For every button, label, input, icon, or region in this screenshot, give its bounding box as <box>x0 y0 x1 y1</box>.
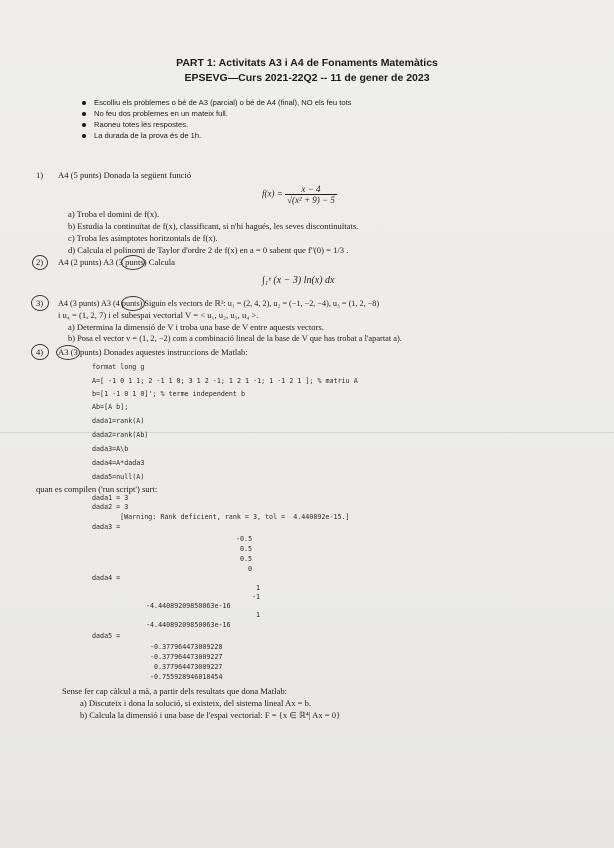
integral-expression: ∫₁ᵉ (x − 3) ln(x) dx <box>262 275 335 286</box>
matlab-output-line: dada4 = <box>92 574 121 582</box>
dada4-value: -4.44089209850063e-16 <box>146 621 231 629</box>
matlab-output-line: dada3 = <box>92 523 121 531</box>
instruction-item: La durada de la prova és de 1h. <box>82 131 201 140</box>
closing-instruction: Sense fer cap càlcul a mà, a partir dels resultats que dona Matlab: <box>62 686 288 696</box>
dada5-value: 0.377964473009227 <box>154 663 223 671</box>
instruction-item: Raoneu totes les respostes. <box>82 120 188 129</box>
problem-2-heading: A4 (2 punts) A3 (3 punts) Calcula <box>58 257 175 267</box>
dada3-value: 0.5 <box>240 555 253 563</box>
problem-3-part-b: b) Posa el vector v = (1, 2, −2) com a combinació lineal de la base de V que has trobat a l'apartat a). <box>68 334 402 343</box>
problem-3-subspace: i u₄ = (1, 2, 7) i el subespai vectorial V = < u₁, u₂, u₃, u₄ >. <box>58 310 259 320</box>
dada3-value: 0.5 <box>240 545 253 553</box>
problem-3-heading: A4 (3 punts) A3 (4 punts) Siguin els vectors de ℝ³: u₁ = (2, 4, 2), u₂ = (−1, −2, −4), u₃ = (1, 2, −8) <box>58 299 380 308</box>
dada4-value: 1 <box>256 584 261 592</box>
matlab-code-line: A=[ -1 0 1 1; 2 -1 1 0; 3 1 2 -1; 1 2 1 -1; 1 -1 2 1 ]; % matriu A <box>92 377 358 385</box>
problem-2-number: 2) <box>36 257 44 267</box>
matlab-output-line: dada2 = 3 <box>92 503 129 511</box>
exam-title: PART 1: Activitats A3 i A4 de Fonaments Matemàtics <box>176 57 438 69</box>
dada5-value: -0.377964473009228 <box>150 643 223 651</box>
matlab-code-line: dada4=A*dada3 <box>92 459 145 467</box>
dada4-value: 1 <box>256 611 261 619</box>
dada4-value: -4.44089209850063e-16 <box>146 602 231 610</box>
bullet-icon <box>82 134 86 138</box>
dada5-value: -0.755928946018454 <box>150 673 223 681</box>
exam-subtitle: EPSEVG—Curs 2021-22Q2 -- 11 de gener de 2023 <box>184 72 430 84</box>
dada3-value: 0 <box>248 565 253 573</box>
matlab-output-line: dada1 = 3 <box>92 494 129 502</box>
problem-4-part-a: a) Discuteix i dona la solució, si existeix, del sistema lineal Ax = b. <box>80 698 312 708</box>
problem-3-part-a: a) Determina la dimensió de V i troba una base de V entre aquests vectors. <box>68 322 324 332</box>
matlab-code-line: dada1=rank(A) <box>92 417 145 425</box>
bullet-icon <box>82 123 86 127</box>
problem-1-heading: A4 (5 punts) Donada la següent funció <box>58 170 192 180</box>
matlab-code-line: dada5=null(A) <box>92 473 145 481</box>
problem-1-part-d: d) Calcula el polinomi de Taylor d'ordre 2 de f(x) en a = 0 sabent que f''(0) = 1/3 . <box>68 245 349 255</box>
bullet-icon <box>82 112 86 116</box>
matlab-code-line: dada3=A\b <box>92 445 129 453</box>
dada3-value: -0.5 <box>236 535 253 543</box>
problem-4-number: 4) <box>36 347 44 357</box>
problem-3-number: 3) <box>36 298 44 308</box>
problem-4-part-b: b) Calcula la dimensió i una base de l'espai vectorial: F = {x ∈ ℝ⁴| Ax = 0} <box>80 710 341 720</box>
function-fraction: $\frac{x - 4}{\text{√(x² + 9) − 5}}$ <box>287 184 335 205</box>
bullet-icon <box>82 101 86 105</box>
matlab-code-line: b=[1 -1 0 1 0]'; % terme independent b <box>92 390 245 398</box>
matlab-code-line: format long g <box>92 363 145 371</box>
problem-4-heading: A3 (3 punts) Donades aquestes instruccions de Matlab: <box>58 347 248 357</box>
problem-1-number: 1) <box>36 170 44 180</box>
problem-1-part-a: a) Troba el domini de f(x). <box>68 209 160 219</box>
matlab-output-line: dada5 = <box>92 632 121 640</box>
instruction-item: No feu dos problemes en un mateix full. <box>82 109 228 118</box>
matlab-code-line: dada2=rank(Ab) <box>92 431 149 439</box>
problem-1-part-c: c) Troba les asímptotes horitzontals de f(x). <box>68 233 218 243</box>
dada5-value: -0.377964473009227 <box>150 653 223 661</box>
matlab-code-line: Ab=[A b]; <box>92 403 129 411</box>
problem-1-part-b: b) Estudia la continuïtat de f(x), classificant, si n'hi hagués, les seves discontinuïtats. <box>68 221 359 231</box>
instruction-item: Escolliu els problemes o bé de A3 (parcial) o bé de A4 (final), NO els feu tots <box>82 98 351 107</box>
matlab-warning-line: [Warning: Rank deficient, rank = 3, tol = 4.440892e-15.] <box>108 513 350 521</box>
dada4-value: -1 <box>252 593 261 601</box>
run-script-caption: quan es compilen ('run script') surt: <box>36 484 158 494</box>
function-definition: f(x) = $\frac{x - 4}{\text{√(x² + 9) − 5}}$ <box>262 184 335 205</box>
